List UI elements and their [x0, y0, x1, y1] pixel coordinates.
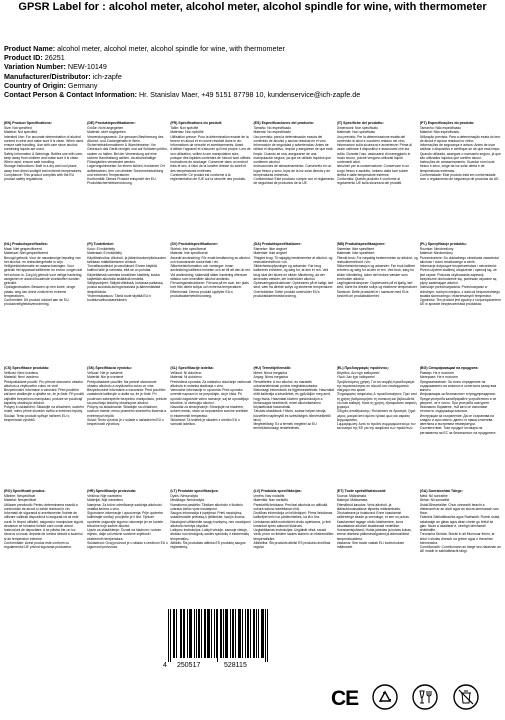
- spec-heading: (BG) Спецификации на продукта:: [419, 366, 479, 370]
- spec-heading: (ES) Especificaciones del producto:: [253, 121, 314, 125]
- spec-body: Dimensioni: Non specificato Materiale: Non specificato Uso previsto: Per la determinazione esatta del contenuto di alcol e zucchero residuo nel vino. Informazioni sulla sicurezza e avvertenze: Prima di usare calibrare il dispositivo e assicurarsi che sia pulito. Durante l'uso, assicurarsi di maneggiarlo in modo sicuro, poiché vengono utilizzati liquidi contenenti alcol. Istruzioni per la conservazione: Conservare in un luogo fresco e asciutto, lontano dalla luce solare diretta e dalle temperature estreme. Conformità: Questo prodotto è conforme al regolamento UE sulla sicurezza dei prodotti.: [336, 126, 412, 186]
- barcode-bar: [258, 609, 259, 658]
- barcode: [163, 609, 272, 669]
- spec-body: Rozmiar: Nieokreślony Materiał: Nieokreślony Przeznaczenie: Do dokładnego określania zawartości alkoholu i cukru resztkowego w winie. Informacje dotyczące bezpieczeństwa i ostrzeżenia: Przed użyciem skalibruj urządzenie i upewnij się, że jest czyste. Podczas użytkowania zapewnij bezpieczne obchodzenie się, ponieważ używane są płyny zawierające alkohol. Instrukcje przechowywania: Przechowywać w chłodnym, suchym miejscu, z dala od bezpośredniego światła słonecznego i ekstremalnych temperatur. Zgodność: Ten produkt jest zgodny z rozporządzeniem UE w sprawie bezpieczeństwa produktów.: [419, 247, 501, 307]
- barcode-bar: [198, 609, 199, 658]
- barcode-bar: [181, 609, 182, 658]
- product-info-line: [4, 53, 501, 62]
- spec-body: Koko: Ei määritelty Materiaali: Ei määritelty Käyttötarkoitus: Alkoholi- ja jäännössokeripitoisuuden tarkkaan määrittämiseen viinissä. Turvallisuustiedot ja varoitukset: Ennen käyttöä kalibroi laite ja varmista, että se on puhdas. Käytettäessä varmista turvallinen käsittely, koska käytetään alkoholia sisältäviä nesteitä. Säilytysohjeet: Säilytä viileässä, kuivassa paikassa, poissa suorasta auringonvalosta ja äärimmäisistä lämpötiloista. Yhdenmukaisuus: Tämä tuote täyttää EU:n tuoteturvallisuusasetuksen.: [87, 247, 166, 302]
- spec-heading: (EL) Προδιαγραφές προϊόντος:: [336, 366, 389, 370]
- spec-column: [420, 489, 501, 602]
- gpsr-label-title: GPSR Label for : alcohol meter, alcohol meter, alcohol spindle for wine, with thermometer: [18, 1, 487, 13]
- spec-column: [170, 121, 251, 232]
- spec-column: [253, 242, 334, 360]
- barcode-bar: [233, 609, 234, 658]
- barcode-bar: [261, 609, 262, 658]
- spec-heading: (FI) Tuotetiedot:: [87, 242, 114, 246]
- product-info-value: Hr. Stanislav Maer, +49 5151 87798 10, kundenservice@ich-zapfe.de: [136, 90, 361, 100]
- barcode-bar: [240, 609, 241, 658]
- product-info-line: [4, 62, 501, 71]
- spec-column: [170, 489, 251, 602]
- barcode-bar: [226, 609, 227, 658]
- barcode-bar: [174, 609, 175, 658]
- spec-column: [87, 366, 168, 481]
- spec-row-4: [4, 489, 501, 602]
- product-info-value: NEW-10149: [65, 62, 107, 72]
- spec-column: [4, 242, 85, 360]
- barcode-bar: [168, 609, 169, 662]
- barcode-bar: [190, 609, 191, 658]
- spec-body: Storlek: Inte specificerat Material: Inte specificerat Avsedd användning: För exakt bestämning av alkohol- och kvarvarande sockerhalt i vin. Säkerhetsinformation och varningar: Innan användning kalibrera enheten och se till att den är ren. Vid användning, säkerställ säker hantering eftersom vätskor som innehåller alkohol används. Förvaringsinstruktioner: Förvara på en sval, torr plats bort från direkt solljus och extrema temperaturer. Efterlevnad: Denna produkt uppfyller EU:s produktsäkerhetsförordning.: [170, 247, 252, 298]
- spec-column: [420, 242, 501, 360]
- barcode-bar: [245, 609, 246, 658]
- barcode-bar: [180, 609, 181, 658]
- barcode-bar: [199, 609, 200, 658]
- spec-heading: (FR) Spécifications du produit:: [170, 121, 223, 125]
- spec-body: Tamanho: Não especificado Material: Não especificado Utilização prevista: Para a determinação exata do teor de álcool e açúcar residual no vinho. Informações de segurança e avisos: Antes de usar calibrar o dispositivo e certifique-se de que está limpo. Quando utilizado, assegure o manuseio seguro, já que são utilizados líquidos que contêm álcool. Instruções de armazenamento: Guardar num local fresco e seco, longe da luz solar direta e de temperaturas extremas. Conformidade: Este produto está em conformidade com o regulamento de segurança de produtos da UE.: [419, 126, 501, 181]
- spec-column: [87, 242, 168, 360]
- spec-column: [4, 489, 85, 602]
- barcode-bar: [223, 609, 224, 658]
- ce-mark-icon: [330, 686, 360, 708]
- spec-column: [337, 242, 418, 360]
- barcode-bar: [204, 609, 205, 658]
- product-info-value: 26251: [42, 53, 65, 63]
- barcode-bar: [201, 609, 202, 658]
- spec-body: Veľkosť: Nie je uvedené Materiál: Nie je uvedené Predpokladané použitie: Na presné stanovenie obsahu alkoholu a zvyškového cukru vo víne. Bezpečnostné informácie a varovania: Pred použitím zariadenie kalibrujte a uistite sa, že je čisté. Pri používaní zabezpečte bezpečnú manipuláciu, pretože sa používajú tekutiny obsahujúce alkohol. Pokyny na skladovanie: Skladujte na chladnom, suchom mieste, mimo priameho slnečného žiarenia a extrémnych teplôt. Súlad: Tento výrobok je v súlade s nariadením EÚ o bezpečnosti výrobkov.: [87, 371, 167, 426]
- barcode-bar: [173, 609, 174, 658]
- spec-heading: (LV) Produkta specifikācijas:: [253, 489, 302, 493]
- barcode-bar: [184, 609, 185, 658]
- spec-body: Mărime: Nespecificat Material: Nespecificat Utilizare prevăzută: Pentru determinarea exactă a conținutului de alcool și zahăr rezidual în vin. Informații de siguranță și avertismente: Înainte de utilizare calibrați dispozitivul și asigurați-vă că este curat. În timpul utilizării, asigurați o manipulare sigură, deoarece se folosesc lichide care conțin alcool. Instrucțiuni de depozitare: A se păstra într-un loc răcoros și uscat, departe de lumina directă a soarelui și de temperaturi extreme. Conformitate: Acest produs este conform cu regulamentul UE privind siguranța produselor.: [4, 494, 84, 549]
- barcode-bar: [256, 609, 257, 658]
- spec-heading: (NB) Produktspesifikasjoner:: [336, 242, 386, 246]
- product-info: [4, 44, 501, 99]
- spec-heading: (RO) Specificații produs:: [4, 489, 46, 493]
- disposal-bin-icon: [453, 684, 479, 710]
- barcode-bar: [250, 609, 251, 658]
- barcode-bar: [247, 609, 248, 658]
- barcode-bar: [217, 609, 218, 662]
- spec-body: Size: Not specified Material: Not specified Intended Use: For accurate determination of alcohol content in wine and make sure it is clean. When used, ensure safe handling. Use with care since alcohol containing liquids are used. Safety Information & Warnings: Bottles use with care, keep away from children and make sure it is clean. When used, ensure safe handling. Storage Instructions: Built in a dry and cool place, away from direct sunlight and extreme temperatures. Compliance: This product complies with the EU product safety regulations.: [4, 126, 84, 181]
- barcode-bar: [253, 609, 254, 658]
- spec-row-3: [4, 366, 501, 481]
- spec-heading: (PL) Specyfikacje produktu:: [419, 242, 467, 246]
- spec-body: Suurus: Määramata Materjal: Määramata Ettenähtud kasutus: Veini alkoholi- ja jääksuhkrusisalduse täpseks määramiseks. Ohutusteave ja hoiatused: Enne kasutamist kalibreerige seade ja veenduge, et see on puhas. Kasutamisel tagage ohutu käsitsemine, kuna kasutatakse alkoholi sisaldavaid vedelikke. Hoiustamisjuhised: Hoida jahedas ja kuivas kohas, eemal otsesest päikesevalgusest ja äärmuslikest temperatuuridest. Vastavus: See toode vastab ELi tooteohutuse määrusele.: [336, 494, 412, 549]
- barcode-bar: [267, 609, 268, 662]
- spec-heading: (SL) Specifikacije izdelka:: [170, 366, 214, 370]
- barcode-bar: [176, 609, 177, 658]
- spec-column: [253, 366, 334, 481]
- spec-body: Tamaño: No especificado Material: No especificado Uso previsto: para la determinación exacta del contenido de alcohol y azúcar residual en el vino. Información de seguridad y advertencias: Antes de utilizar el dispositivo, limpiar y asegúrese de que está limpio. Cuando se usa, asegurarse de una manipulación segura, ya que se utilizan líquidos que contienen alcohol. Instrucciones de almacenamiento: Consérvelo en un lugar fresco y seco, lejos de la luz solar directa y de temperaturas extremas. Conformidad: Este producto cumple con el reglamento de seguridad de productos de la UE.: [253, 126, 335, 186]
- product-info-value: Germany: [65, 80, 98, 90]
- svg-text:CE: CE: [331, 687, 359, 708]
- spec-body: Размер: Не е посочен Материал: Не е посочен Предназначение: За точно определяне на съдържанието на алкохол и остатъчна захар във виното. Информация за безопасност и предупреждения: Преди употреба калибрирайте устройството и се уверете, че е чисто. При употреба осигурете безопасно боравене, тъй като се използват течности, съдържащи алкохол. Инструкции за съхранение: Да се съхранява на хладно и сухо място, далеч от пряка слънчева светлина и екстремни температури. Съответствие: Този продукт отговаря на регламента на ЕС за безопасност на продуктите.: [419, 371, 497, 435]
- spec-column: [420, 121, 501, 232]
- barcode-bar: [227, 609, 228, 658]
- spec-heading: (HU) Termékjellemzők:: [253, 366, 292, 370]
- product-info-line: [4, 72, 501, 81]
- product-info-label: Country of Origin:: [4, 80, 66, 90]
- barcode-bar: [254, 609, 255, 658]
- spec-heading: (LT) Produkto specifikacijos:: [170, 489, 219, 493]
- product-info-value: alcohol meter, alcohol meter, alcohol spindle for wine, with thermometer: [55, 44, 285, 53]
- barcode-bar: [196, 609, 197, 658]
- barcode-bar: [214, 609, 215, 658]
- product-info-label: Manufacturer/Distributor:: [4, 71, 91, 81]
- barcode-digits-right: 528115: [224, 662, 247, 669]
- spec-heading: (PT) Especificações do produto:: [419, 121, 475, 125]
- spec-body: Størrelse: Ikke spesifisert Materiale: Ikke spesifisert Tiltenkt bruk: For nøyaktig bestemmelse av alkohol- og restsukkerinnhold i vin. Sikkerhetsinformasjon og advarsler: Før bruk kalibrer enheten og sørg for at den er ren. Ved bruk, sørg for sikker håndtering, siden det brukes væsker som inneholder alkohol. Lagringsinstruksjoner: Oppbevares på et kjølig, tørt sted, borte fra direkte sollys og ekstreme temperaturer. Samsvar: Dette produktet er i samsvar med EUs forskrift om produktsikkerhet.: [336, 247, 418, 298]
- barcode-bar: [170, 609, 171, 662]
- spec-column: [4, 366, 85, 481]
- barcode-bar: [225, 609, 226, 658]
- barcode-bar: [238, 609, 239, 658]
- spec-row-1: [4, 121, 501, 232]
- spec-column: [337, 489, 418, 602]
- barcode-bar: [263, 609, 264, 658]
- spec-heading: (DE) Produktspezifikationen:: [87, 121, 136, 125]
- barcode-digits-mid: 250517: [177, 662, 201, 669]
- product-info-line: [4, 44, 501, 53]
- barcode-bar: [207, 609, 208, 658]
- spec-column: [4, 121, 85, 232]
- barcode-bar: [209, 609, 210, 658]
- barcode-bar: [205, 609, 206, 658]
- barcode-bar: [187, 609, 188, 658]
- barcode-bar: [265, 609, 266, 662]
- spec-body: Izmērs: Nav norādīts Materiāls: Nav norādīts Paredzētā lietošana: Precīzai alkohola un atlikušā cukura satura noteikšanai vīnā. Drošības informācija un brīdinājumi: Pirms lietošanas kalibrējiet ierīci un pārliecinieties, ka tā ir tīra. Lietošanas laikā nodrošiniet drošu apiešanos, jo tiek izmantoti spirtu saturoši šķidrumi. Uzglabāšanas instrukcijas: Uzglabāt vēsā, sausā vietā, prom no tiešiem saules stariem un ekstremālām temperatūrām. Atbilstība: Šis produkts atbilst ES produktu drošības regulai.: [253, 494, 334, 549]
- spec-body: Velikost: Není uvedeno Materiál: Není uvedeno Předpokládané použití: Pro přesné stanovení obsahu alkoholu a zbytkového cukru ve víně. Bezpečnostní informace a varování: Před použitím zařízení zkalibrujte a ujistěte se, že je čisté. Při použití zajistěte bezpečnou manipulaci, protože se používají kapaliny obsahující alkohol. Pokyny k uskladnění: Skladujte na chladném, suchém místě, mimo přímé sluneční světlo a extrémní teploty. Soulad: Tento produkt splňuje nařízení EU o bezpečnosti výrobků.: [4, 371, 85, 422]
- spec-body: Velikost: Ni določeno Material: Ni določeno Predvidena uporaba: Za natančno določanje vsebnosti alkohola in ostanka sladkorja v vinu. Varnostne informacije in opozorila: Pred uporabo umerite napravo in se prepričajte, da je čista. Pri uporabi zagotovite varno ravnanje, saj se uporabljajo tekočine, ki vsebujejo alkohol. Navodila za shranjevanje: Shranjujte na hladnem, suhem mestu, stran od neposredne sončne svetlobe in ekstremnih temperatur. Skladnost: Ta izdelek je skladen z uredbo EU o varnosti izdelkov.: [170, 371, 252, 426]
- spec-body: Größe: nicht angegeben Material: nicht angegeben Verwendungszweck: Zur genauen Bestimmung des Alkohol- und Zuckergehalts in Wein. Sicherheitsinformationen & Warnhinweise: Vor Gebrauch das Gerät reinigen und auf Schäden prüfen, sauber zu halten. Bei der Verwendung auf eine sichere Handhabung achten, da alkoholhaltige Flüssigkeiten verwendet werden. Lagerungshinweise: An einem kühlen, trockenen Ort aufbewahren, fern von direkter Sonneneinstrahlung und extremen Temperaturen. Konformität: Dieses Produkt entspricht der EU-Produktsicherheitsverordnung.: [87, 126, 168, 186]
- spec-column: [170, 366, 251, 481]
- barcode-bar: [208, 609, 209, 658]
- spec-heading: (EN) Product Specifications:: [4, 121, 52, 125]
- spec-column: [253, 489, 334, 602]
- spec-body: Méret: Nincs megadva Anyag: Nincs megadva Rendeltetés: A bor alkohol- és maradék cukortartalmának pontos meghatározására. Biztonsági információk és figyelmeztetések: Használat előtt kalibrálja a készüléket, és győződjön meg arról, hogy tiszta. Használat közben gondoskodjon a biztonságos kezelésről, mivel alkoholtartalmú folyadékokat használnak. Tárolási utasítások: Hűvös, száraz helyen tárolja, közvetlen napfénytől és szélsőséges hőmérséklettől távol. Megfelelőség: Ez a termék megfelel az EU termékbiztonsági rendeletének.: [253, 371, 334, 431]
- barcode-digit-left: 4: [163, 662, 167, 669]
- product-info-label: Product ID:: [4, 53, 43, 63]
- spec-column: [170, 242, 251, 360]
- spec-heading: (SK) Špecifikácia výrobku:: [87, 366, 132, 370]
- barcode-bar: [194, 609, 195, 658]
- barcode-bar: [242, 609, 243, 658]
- spec-row-2: [4, 242, 501, 360]
- spec-body: Dydis: Nenurodyta Medžiaga: Nenurodyta Numatoma paskirtis: Tiksliam alkoholio ir likutinio cukraus kiekio vyne nustatymui. Saugos informacija ir įspėjimai: Prieš naudojimą sukalibruokite prietaisą ir įsitikinkite, kad jis švarus. Naudojant užtikrinkite saugų tvarkymą, nes naudojami alkoholio turintys skysčiai. Laikymo instrukcijos: Laikyti vėsioje, sausoje vietoje, atokiau nuo tiesioginių saulės spindulių ir ekstremalių temperatūrų. Atitiktis: Šis produktas atitinka ES produktų saugos reglamentą.: [170, 494, 251, 549]
- barcode-bar: [262, 609, 263, 658]
- product-info-label: Product Name:: [4, 44, 56, 53]
- barcode-bar: [191, 609, 192, 658]
- barcode-bar: [220, 609, 221, 658]
- barcode-bar: [239, 609, 240, 658]
- spec-heading: (GA) Sonraíochtaí Táirge:: [419, 489, 463, 493]
- spec-column: [420, 366, 501, 481]
- spec-heading: (HR) Specifikacije proizvoda:: [87, 489, 137, 493]
- product-info-line: [4, 90, 501, 99]
- barcode-bar: [183, 609, 184, 658]
- spec-heading: (IT) Specifiche del prodotto:: [336, 121, 384, 125]
- spec-heading: (CS) Specifikace produktu:: [4, 366, 50, 370]
- product-info-label: Variation Number:: [4, 62, 66, 72]
- barcode-bar: [211, 609, 212, 658]
- spec-body: Taille: Non spécifié Matériau: Non spécifié Utilisation prévue: Pour la détermination exacte de la teneur en alcool et en sucre résiduel dans le vin. Informations de sécurité et avertissements: Avant d'utiliser l'appareil et s'assurer qu'il est propre. Lors de son utilisation, veillez à une manipulation sûre, puisque des liquides contenant de l'alcool sont utilisés. Instructions de stockage: Conserver dans un endroit frais et sec, à l'abri de la lumière directe du soleil et des températures extrêmes. Conformité: Ce produit est conforme à la réglementation de l'UE sur la sécurité des produits.: [170, 126, 252, 181]
- barcode-bar: [216, 609, 217, 658]
- spec-body: Méid: Níl sonraithe Ábhar: Níl sonraithe Úsáid Bheartaithe: Chun cinneadh beacht a dhéanamh ar an alcól agus an siúcra iarmharach san fhíon. Faisnéis Sábháilteachta agus Rabhaidh: Roimh úsáid, calabraigh an gléas agus déan cinnte go bhfuil sé glan. Nuair a úsáidtear é, cinntigh láimhseáil shábháilte. Treoracha Stórála: Stóráil in áit fhionnuar thirim, ar shiúl ó sholas díreach na gréine agus ó theochtaí foircneacha. Comhlíonadh: Comhlíonann an táirge seo rialachán an AE maidir le sábháilteacht táirgí.: [419, 494, 501, 554]
- barcode-bar: [221, 609, 222, 658]
- spec-heading: (SV) Produktspecifikationer:: [170, 242, 219, 246]
- spec-body: Veličina: Nije navedeno Materijal: Nije navedeno Namjena: Za točno određivanje sadržaja alkohola i ostatka šećera u vinu. Sigurnosne informacije i upozorenja: Prije upotrebe kalibrirajte uređaj i provjerite je li čist. Tijekom upotrebe osigurajte sigurno rukovanje jer se koriste tekućine koje sadrže alkohol. Upute za skladištenje: Čuvati na hladnom i suhom mjestu, dalje od izravne sunčeve svjetlosti i ekstremnih temperatura. Sukladnost: Ovaj proizvod je u skladu s uredbom EU o sigurnosti proizvoda.: [87, 494, 169, 549]
- spec-column: [87, 489, 168, 602]
- product-info-line: [4, 81, 501, 90]
- spec-body: Størrelse: Ikke angivet Materiale: Ikke angivet Tilsigtet brug: Til nøjagtig bestemmelse af alkohol- og restsukkerindhold i vin. Sikkerhedsoplysninger og advarsler: Før brug kalibreres enheden, og sørg for, at den er ren. Ved brug skal der sikres en sikker håndtering, da der anvendes væsker, der indeholder alkohol. Opbevaringsinstruktioner: Opbevares på et køligt, tørt sted, væk fra direkte sollys og ekstreme temperaturer. Overholdelse: Dette produkt overholder EU's produktsikkerhedsforordning.: [253, 247, 334, 298]
- barcode-bar: [235, 609, 236, 658]
- spec-body: Μέγεθος: Δεν έχει καθοριστεί Υλικό: Δεν έχει καθοριστεί Προβλεπόμενη χρήση: Για τον ακριβή προσδιορισμό της περιεκτικότητας σε αλκοόλ και υπολειμματικό σάκχαρο στο κρασί. Πληροφορίες ασφαλείας & προειδοποιήσεις: Πριν από τη χρήση βαθμονομήστε τη συσκευή και βεβαιωθείτε ότι είναι καθαρή. Κατά τη χρήση, εξασφαλίστε ασφαλή χειρισμό. Οδηγίες αποθήκευσης: Φυλάσσετε σε δροσερό, ξηρό μέρος, μακριά από άμεσο ηλιακό φως και ακραίες θερμοκρασίες. Συμμόρφωση: Αυτό το προϊόν συμμορφώνεται με τον κανονισμό της ΕΕ για την ασφάλεια των προϊόντων.: [336, 371, 417, 431]
- spec-column: [253, 121, 334, 232]
- spec-heading: (NL) Productspecificaties:: [4, 242, 48, 246]
- spec-heading: (DA) Produktspecifikationer:: [253, 242, 302, 246]
- barcode-bar: [189, 609, 190, 658]
- spec-column: [337, 366, 418, 481]
- barcode-bar: [248, 609, 249, 658]
- glass-fork-food-safe-icon: [412, 684, 438, 710]
- recycling-mobius-icon: [372, 684, 398, 710]
- spec-body: Maat: Niet gespecificeerd Materiaal: Niet gespecificeerd Beoogd gebruik: Voor de nauwkeurige bepaling van het alcohol- en restsuikergehalte in wijn. Veiligheidsinformatie en waarschuwingen: Voor gebruik het apparaat kalibreren en ervoor zorgen dat het schoon is. Zorg bij gebruik voor veilige hantering, aangezien er alcoholhoudende vloeistoffen worden gebruikt. Opslaginstructies: Bewaren op een koele, droge plaats, weg van direct zonlicht en extreme temperaturen. Conformiteit: Dit product voldoet aan de EU-productveiligheidsverordening.: [4, 247, 83, 307]
- spec-column: [337, 121, 418, 232]
- spec-column: [87, 121, 168, 232]
- product-info-label: Contact Person & Contact Information:: [4, 90, 137, 100]
- barcode-bar: [232, 609, 233, 658]
- spec-heading: (ET) Toote spetsifikatsioonid:: [336, 489, 387, 493]
- barcode-bar: [230, 609, 231, 658]
- product-info-value: ich-zapfe: [90, 71, 122, 81]
